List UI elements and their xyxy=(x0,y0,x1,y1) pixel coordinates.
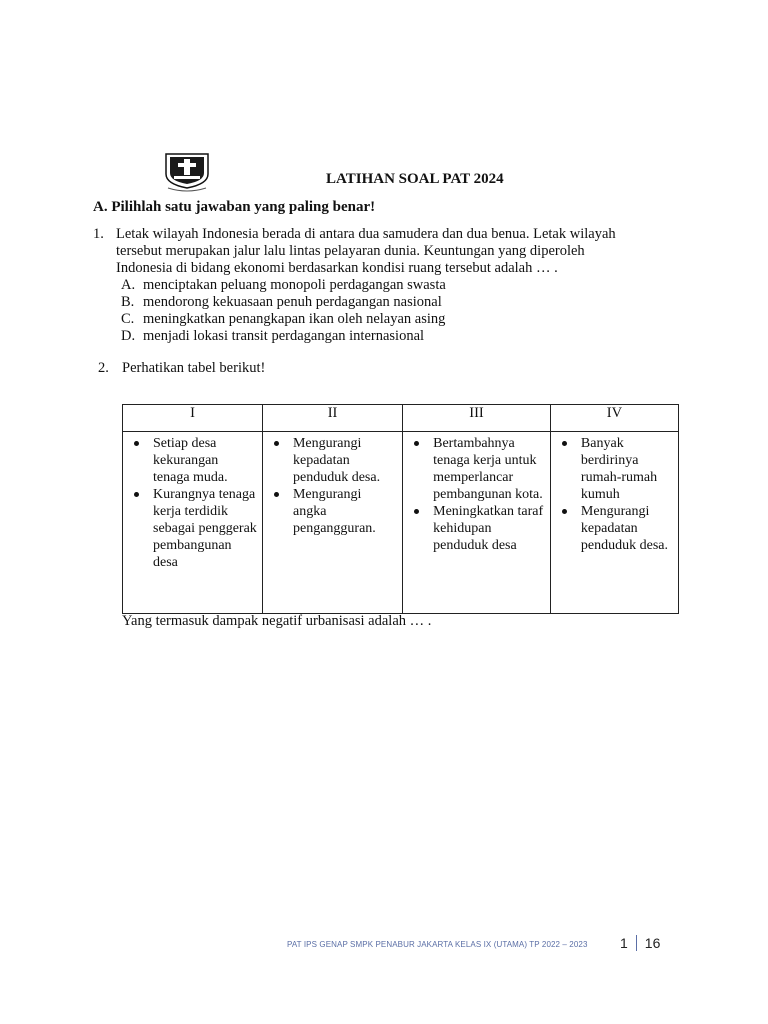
list-item: Meningkatkan taraf kehidupan penduduk desa xyxy=(407,503,546,554)
bullet-icon xyxy=(274,492,279,497)
option-letter: B. xyxy=(121,294,135,310)
table-header-row xyxy=(123,405,679,432)
option-b[interactable] xyxy=(121,294,673,311)
answer-options xyxy=(121,277,673,345)
document-title: LATIHAN SOAL PAT 2024 xyxy=(326,171,504,187)
table-row xyxy=(123,432,679,614)
list-item: Banyak berdirinya rumah-rumah kumuh xyxy=(555,435,674,503)
question-number: 1. xyxy=(93,226,104,242)
table-cell xyxy=(262,432,402,614)
list-item: Kurangnya tenaga kerja terdidik sebagai penggerak pembangunan desa xyxy=(127,486,258,571)
column-header: II xyxy=(262,405,402,432)
current-page: 1 xyxy=(620,935,628,951)
option-text: menciptakan peluang monopoli perdagangan swasta xyxy=(143,277,446,293)
column-header: IV xyxy=(550,405,678,432)
table-cell xyxy=(123,432,263,614)
question-1 xyxy=(93,226,673,345)
option-letter: D. xyxy=(121,328,136,344)
option-c[interactable] xyxy=(121,311,673,328)
school-crest-icon xyxy=(162,152,212,192)
option-d[interactable] xyxy=(121,328,673,345)
list-item: Mengurangi kepadatan penduduk desa. xyxy=(267,435,398,486)
list-item: Setiap desa kekurangan tenaga muda. xyxy=(127,435,258,486)
page-number xyxy=(620,935,660,951)
page-footer: PAT IPS GENAP SMPK PENABUR JAKARTA KELAS IX (UTAMA) TP 2022 – 2023 xyxy=(287,940,588,949)
option-a[interactable] xyxy=(121,277,673,294)
bullet-icon xyxy=(414,441,419,446)
list-item: Mengurangi angka pengangguran. xyxy=(267,486,398,537)
option-letter: C. xyxy=(121,311,135,327)
bullet-icon xyxy=(562,441,567,446)
column-header: III xyxy=(403,405,551,432)
bullet-icon xyxy=(134,492,139,497)
table-cell xyxy=(550,432,678,614)
bullet-icon xyxy=(414,509,419,514)
question-2-intro xyxy=(98,360,265,377)
option-text: meningkatkan penangkapan ikan oleh nelayan asing xyxy=(143,311,446,327)
bullet-icon xyxy=(562,509,567,514)
question-text-line: tersebut merupakan jalur lalu lintas pelayaran dunia. Keuntungan yang diperoleh xyxy=(116,243,585,259)
option-letter: A. xyxy=(121,277,136,293)
question-2-text: Yang termasuk dampak negatif urbanisasi adalah … . xyxy=(122,613,432,629)
page-separator xyxy=(636,935,637,951)
question-text-line: Letak wilayah Indonesia berada di antara dua samudera dan dua benua. Letak wilayah xyxy=(116,226,616,242)
column-header: I xyxy=(123,405,263,432)
question-intro: Perhatikan tabel berikut! xyxy=(122,360,266,376)
question-text-line: Indonesia di bidang ekonomi berdasarkan kondisi ruang tersebut adalah … . xyxy=(116,260,558,276)
bullet-icon xyxy=(134,441,139,446)
question-number: 2. xyxy=(98,360,109,376)
table-cell xyxy=(403,432,551,614)
option-text: mendorong kekuasaan penuh perdagangan nasional xyxy=(143,294,442,310)
bullet-icon xyxy=(274,441,279,446)
urbanization-table xyxy=(122,404,679,614)
option-text: menjadi lokasi transit perdagangan internasional xyxy=(143,328,425,344)
list-item: Mengurangi kepadatan penduduk desa. xyxy=(555,503,674,554)
section-heading: A. Pilihlah satu jawaban yang paling benar! xyxy=(93,199,376,215)
total-pages: 16 xyxy=(644,935,661,951)
list-item: Bertambahnya tenaga kerja untuk memperlancar pembangunan kota. xyxy=(407,435,546,503)
